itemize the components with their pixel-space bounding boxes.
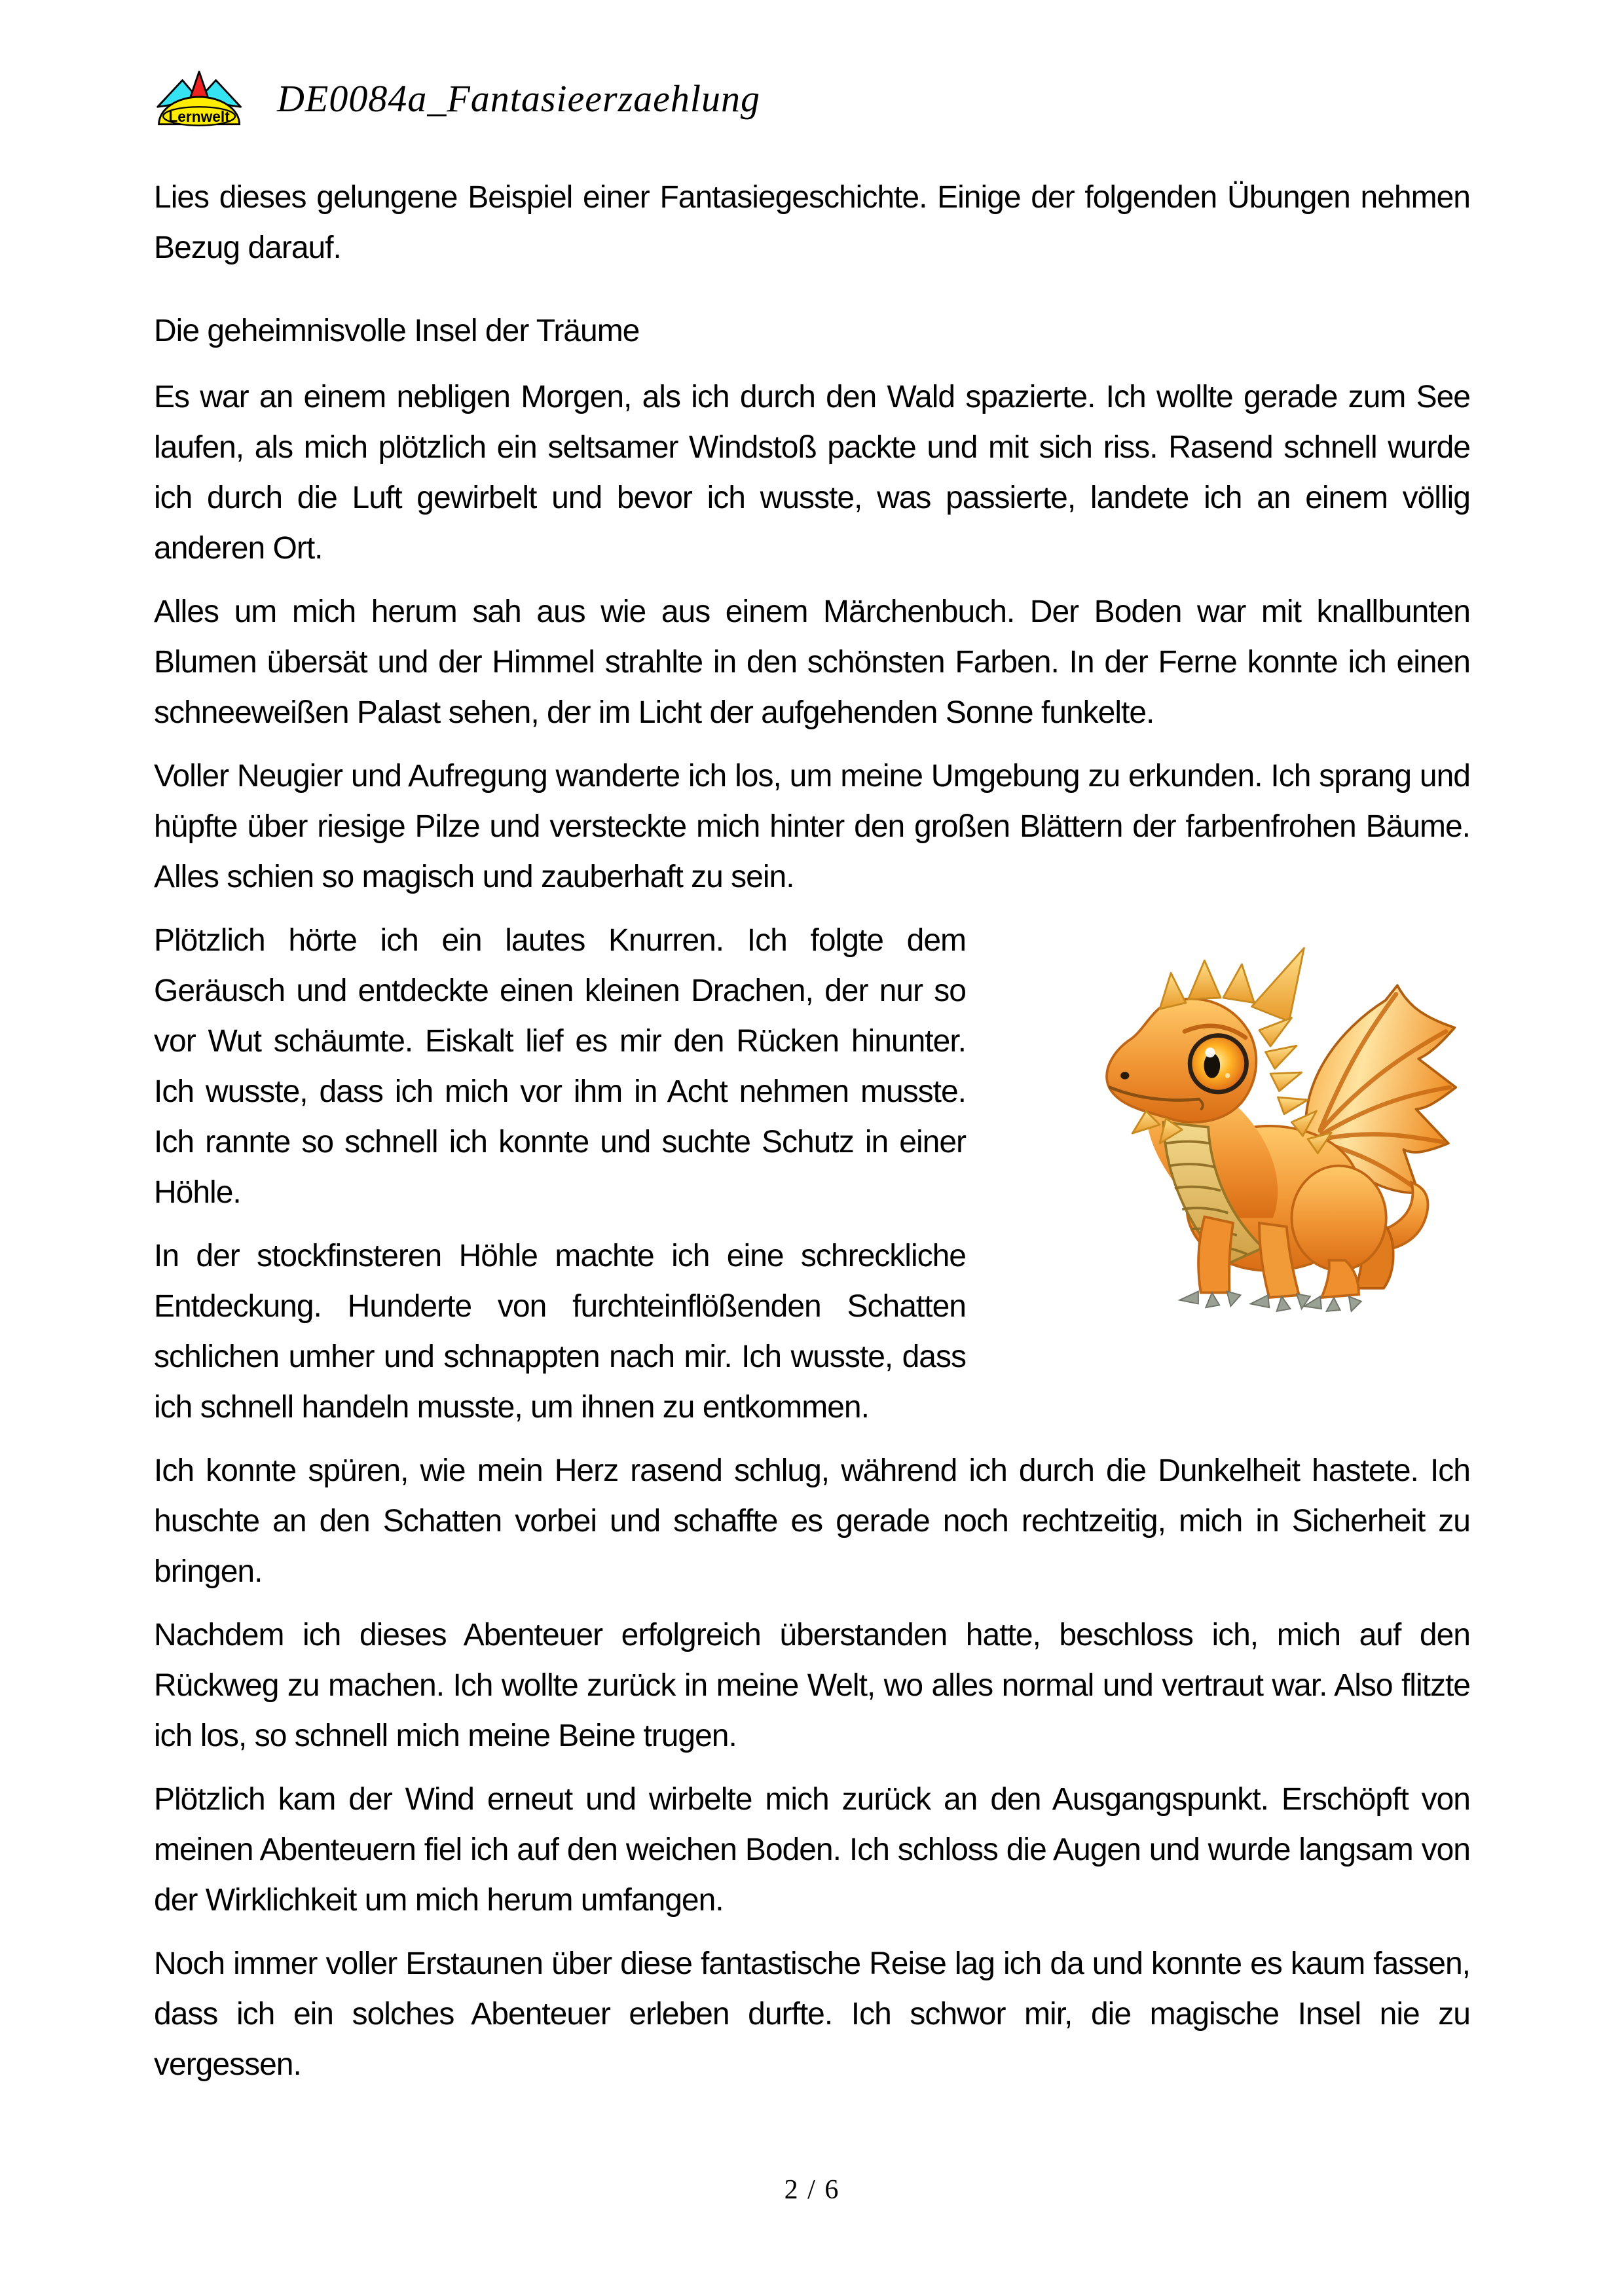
story-paragraph: Noch immer voller Erstaunen über diese fantastische Reise lag ich da und konnte es kaum fassen, dass ich ein solches Abenteuer erleben durfte. Ich schwor mir, die magische Insel nie zu vergessen.: [154, 1946, 1470, 2082]
story-paragraph: Es war an einem nebligen Morgen, als ich durch den Wald spazierte. Ich wollte gerade zum See laufen, als mich plötzlich ein seltsamer Windstoß packte und mit sich riss. Rasend schnell wurde ich durch die Luft gewirbelt und bevor ich wusste, was passierte, landete ich an einem völlig anderen Ort.: [154, 380, 1470, 566]
intro-paragraph: Lies dieses gelungene Beispiel einer Fantasiegeschichte. Einige der folgenden Übungen nehmen Bezug darauf.: [154, 180, 1470, 265]
logo-wordmark: Lernwelt: [168, 107, 230, 125]
document-title: DE0084a_Fantasieerzaehlung: [277, 77, 761, 120]
page-header: [154, 71, 1470, 126]
story-paragraph: Ich konnte spüren, wie mein Herz rasend schlug, während ich durch die Dunkelheit hastete. Ich huschte an den Schatten vorbei und schaffte es gerade noch rechtzeitig, mich in Sicherheit zu bringen.: [154, 1453, 1470, 1589]
page-number: 2 / 6: [784, 2175, 840, 2205]
story-paragraph: Voller Neugier und Aufregung wanderte ich los, um meine Umgebung zu erkunden. Ich sprang und hüpfte über riesige Pilze und versteckte mich hinter den großen Blättern der farbenfrohen Bäume. Alles schien so magisch und zauberhaft zu sein.: [154, 759, 1470, 894]
dragon-head: [1107, 999, 1256, 1123]
lernwelt-logo-icon: [154, 68, 247, 128]
story-paragraph: Plötzlich hörte ich ein lautes Knurren. Ich folgte dem Geräusch und entdeckte einen kleinen Drachen, der nur so vor Wut schäumte. Eiskalt lief es mir den Rücken hinunter. Ich wusste, dass ich mich vor ihm in Acht nehmen musste. Ich rannte so schnell ich konnte und suchte Schutz in einer Höhle.: [154, 923, 966, 1210]
story-paragraph: Plötzlich kam der Wind erneut und wirbelte mich zurück an den Ausgangspunkt. Erschöpft von meinen Abenteuern fiel ich auf den weichen Boden. Ich schloss die Augen und wurde langsam von der Wirklichkeit um mich herum umfangen.: [154, 1782, 1470, 1918]
baby-dragon-image: [1061, 924, 1470, 1322]
story-paragraph: Alles um mich herum sah aus wie aus einem Märchenbuch. Der Boden war mit knallbunten Blumen übersät und der Himmel strahlte in den schönsten Farben. In der Ferne konnte ich einen schneeweißen Palast sehen, der im Licht der aufgehenden Sonne funkelte.: [154, 594, 1470, 730]
story-content: [154, 172, 1470, 2090]
story-paragraph: In der stockfinsteren Höhle machte ich eine schreckliche Entdeckung. Hunderte von furchteinflößenden Schatten schlichen umher und schnappten nach mir. Ich wusste, dass ich schnell handeln musste, um ihnen zu entkommen.: [154, 1239, 966, 1425]
story-heading: Die geheimnisvolle Insel der Träume: [154, 314, 640, 348]
story-paragraph: Nachdem ich dieses Abenteuer erfolgreich überstanden hatte, beschloss ich, mich auf den Rückweg zu machen. Ich wollte zurück in meine Welt, wo alles normal und vertraut war. Also flitzte ich los, so schnell mich meine Beine trugen.: [154, 1618, 1470, 1753]
dragon-illustration: [1002, 915, 1470, 1324]
